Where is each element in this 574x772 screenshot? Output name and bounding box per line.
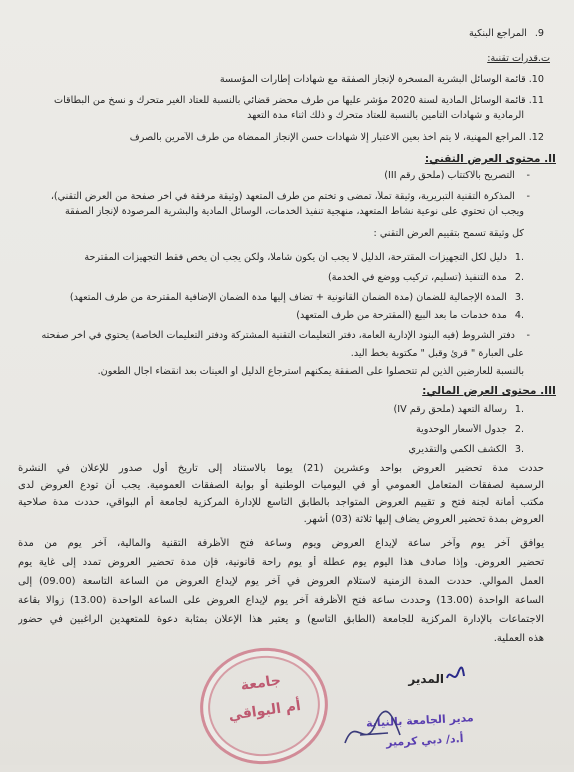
technical-capacities-heading: ت.قدرات تقنية: [487, 53, 550, 64]
item-12 [18, 132, 544, 144]
seal-text-line-1: جامعة [239, 672, 282, 694]
item-9-text: المراجع البنكية [469, 28, 527, 39]
technical-bullet-1 [18, 170, 530, 182]
paragraph-2-line-3: العمل الموالي. حددت المدة الزمنية لاستلام العروض في آخر يوم لإيداع العروض من الساعة التاسعة (09.00) إلى [18, 576, 544, 587]
technical-item-4: .4 مدة خدمات ما بعد البيع (المقترحة من طرف المتعهد) [296, 310, 524, 321]
item-10-number: 10. [528, 74, 544, 85]
paragraph-2-line-1: يوافق آخر يوم وآخر ساعة لإيداع العروض ويوم وساعة فتح الأظرفة التقنية والمالية، آخر يوم من مدة [18, 538, 544, 549]
technical-bullet-2-line-2: ويجب أن تحتوي على نوعية نشاط المتعهد، منهجية تنفيذ الخدمات، الوسائل المادية والبشرية المرصودة لإنجاز الصفقة [64, 206, 524, 217]
paragraph-2-line-4: الساعة الواحدة (13.00) وحددت ساعة فتح الأظرفة آخر يوم لإيداع العروض على الساعة الواحدة (13.00) زوالا بقاعة [18, 595, 544, 606]
financial-item-3-text: الكشف الكمي والتقديري [408, 444, 507, 455]
item-11-line-1 [18, 95, 544, 107]
technical-item-3-text: المدة الإجمالية للضمان (مدة الضمان القانونية + تضاف إليها مدة الضمان الإضافية المقترحة من طرف المتعهد) [69, 292, 507, 303]
item-12-number: 12. [528, 132, 544, 143]
technical-item-2-text: مدة التنفيذ (تسليم، تركيب ووضع في الخدمة) [327, 272, 507, 283]
financial-item-2: .2 جدول الأسعار الوحدوية [415, 424, 524, 435]
paragraph-1-line-3: مكتب أمانة لجنة فتح و تقييم العروض المتواجد بالطابق التاسع للإدارة المركزية لجامعة أم البواقي، حددت مدة صلاحية [18, 497, 544, 508]
director-title: المدير [408, 672, 444, 686]
technical-bullet-2-line-1 [18, 191, 530, 203]
dash-bullet-icon: - [526, 170, 530, 181]
dash-bullet-icon: - [526, 191, 530, 202]
technical-bullet-3-line-1 [18, 330, 530, 342]
director-stamp-line-1: مدير الجامعة بالنيابة [365, 711, 475, 730]
technical-item-1-text: دليل لكل التجهيزات المقترحة، الدليل لا يجب أن يكون شاملا، ولكن يجب أن يخص فقط التجهيزات المقترحة [84, 252, 507, 263]
paragraph-1-line-2: الرسمية لصفقات المتعامل العمومي أو في اليوميات الوطنية أو بوابة الصفقات العمومية. يجب أن تودع العروض لدى [18, 480, 544, 491]
technical-evaluation-intro: كل وثيقة تسمح بتقييم العرض التقني : [373, 228, 524, 239]
item-11-number: 11. [528, 95, 544, 106]
paragraph-1-line-1: حددت مدة تحضير العروض بواحد وعشرين (21) يوما بالاستناد إلى تاريخ أول صدور للإعلان في النشرة [18, 463, 544, 474]
technical-bullet-2-text: المذكرة التقنية التبريرية، وثيقة تملأ، تمضى و تختم من طرف المتعهد (وثيقة مرفقة في آخر صفحة من العرض التقني)، [50, 191, 515, 202]
financial-item-1-text: رسالة التعهد (ملحق رقم IV) [393, 404, 507, 415]
paragraph-2-line-2: تحضير العروض. وإذا صادف هذا اليوم يوم عطلة أو يوم راحة قانونية، فإن مدة تحضير العروض تمدد إلى غاية يوم [18, 557, 544, 568]
technical-bullet-3-line-2: على العبارة " قرئ وقبل " مكتوبة بخط اليد. [350, 348, 524, 359]
technical-return-note: بالنسبة للعارضين الذين لم تتحصلوا على الصفقة يمكنهم استرجاع الدليل أو العينات بعد انقضاء آجال الطعون. [97, 366, 524, 377]
item-11-line-2: الرمادية و شهادات التأمين بالنسبة للعتاد متحرك و ذلك أثناء مدة التعهد [247, 110, 524, 121]
paragraph-2-line-5: الاجتماعات بالإدارة المركزية للجامعة (الطابق التاسع) و يعتبر هذا الإعلان بمثابة دعوة للمتعهدين الراغبين في حضور [18, 614, 544, 625]
item-10-text: قائمة الوسائل البشرية المسخرة لإنجاز الصفقة مع شهادات إطارات المؤسسة [219, 74, 526, 85]
seal-text-line-2: أم البواقي [227, 697, 302, 724]
signature-mark-icon [444, 664, 466, 686]
item-9-number: 9. [534, 28, 544, 39]
item-11-text: قائمة الوسائل المادية لسنة 2020 مؤشر عليها من طرف محضر قضائي بالنسبة للعتاد الغير متحرك و نسخ من البطاقات [54, 95, 526, 106]
technical-bullet-1-text: التصريح بالاكتتاب (ملحق رقم III) [384, 170, 515, 181]
dash-bullet-icon: - [526, 330, 530, 341]
technical-item-1: .1 دليل لكل التجهيزات المقترحة، الدليل لا يجب أن يكون شاملا، ولكن يجب أن يخص فقط التجهيزات المقترحة [84, 252, 524, 263]
financial-item-1: .1 رسالة التعهد (ملحق رقم IV) [393, 404, 524, 415]
financial-item-2-text: جدول الأسعار الوحدوية [415, 424, 507, 435]
section-3-heading: III. محتوى العرض المالي: [422, 385, 556, 397]
technical-item-4-text: مدة خدمات ما بعد البيع (المقترحة من طرف المتعهد) [296, 310, 507, 321]
section-2-heading: II. محتوى العرض التقني: [424, 153, 556, 165]
technical-bullet-3-text: دفتر الشروط (فيه البنود الإدارية العامة، دفتر التعليمات التقنية المشتركة ودفتر التعليمات الخاصة) يحتوي في آخر صفحته [41, 330, 515, 341]
technical-item-3: .3 المدة الإجمالية للضمان (مدة الضمان القانونية + تضاف إليها مدة الضمان الإضافية المقترحة من طرف المتعهد) [69, 292, 524, 303]
handwritten-signature-icon [340, 705, 410, 755]
paragraph-2-line-6: هذه العملية. [493, 633, 544, 644]
director-stamp-line-2: أ.د/ دبي كرمير [386, 731, 465, 750]
university-seal [193, 640, 336, 772]
technical-item-2: .2 مدة التنفيذ (تسليم، تركيب ووضع في الخدمة) [327, 272, 524, 283]
paragraph-1-line-4: العروض بمدة تحضير العروض يضاف إليها ثلاثة (03) أشهر. [303, 514, 544, 525]
financial-item-3: .3 الكشف الكمي والتقديري [408, 444, 524, 455]
item-12-text: المراجع المهنية، لا يتم أخذ بعين الاعتبار إلا شهادات حسن الإنجاز الممضاة من طرف الآمرين بالصرف [129, 132, 526, 143]
item-9 [18, 28, 544, 40]
item-10 [18, 74, 544, 86]
